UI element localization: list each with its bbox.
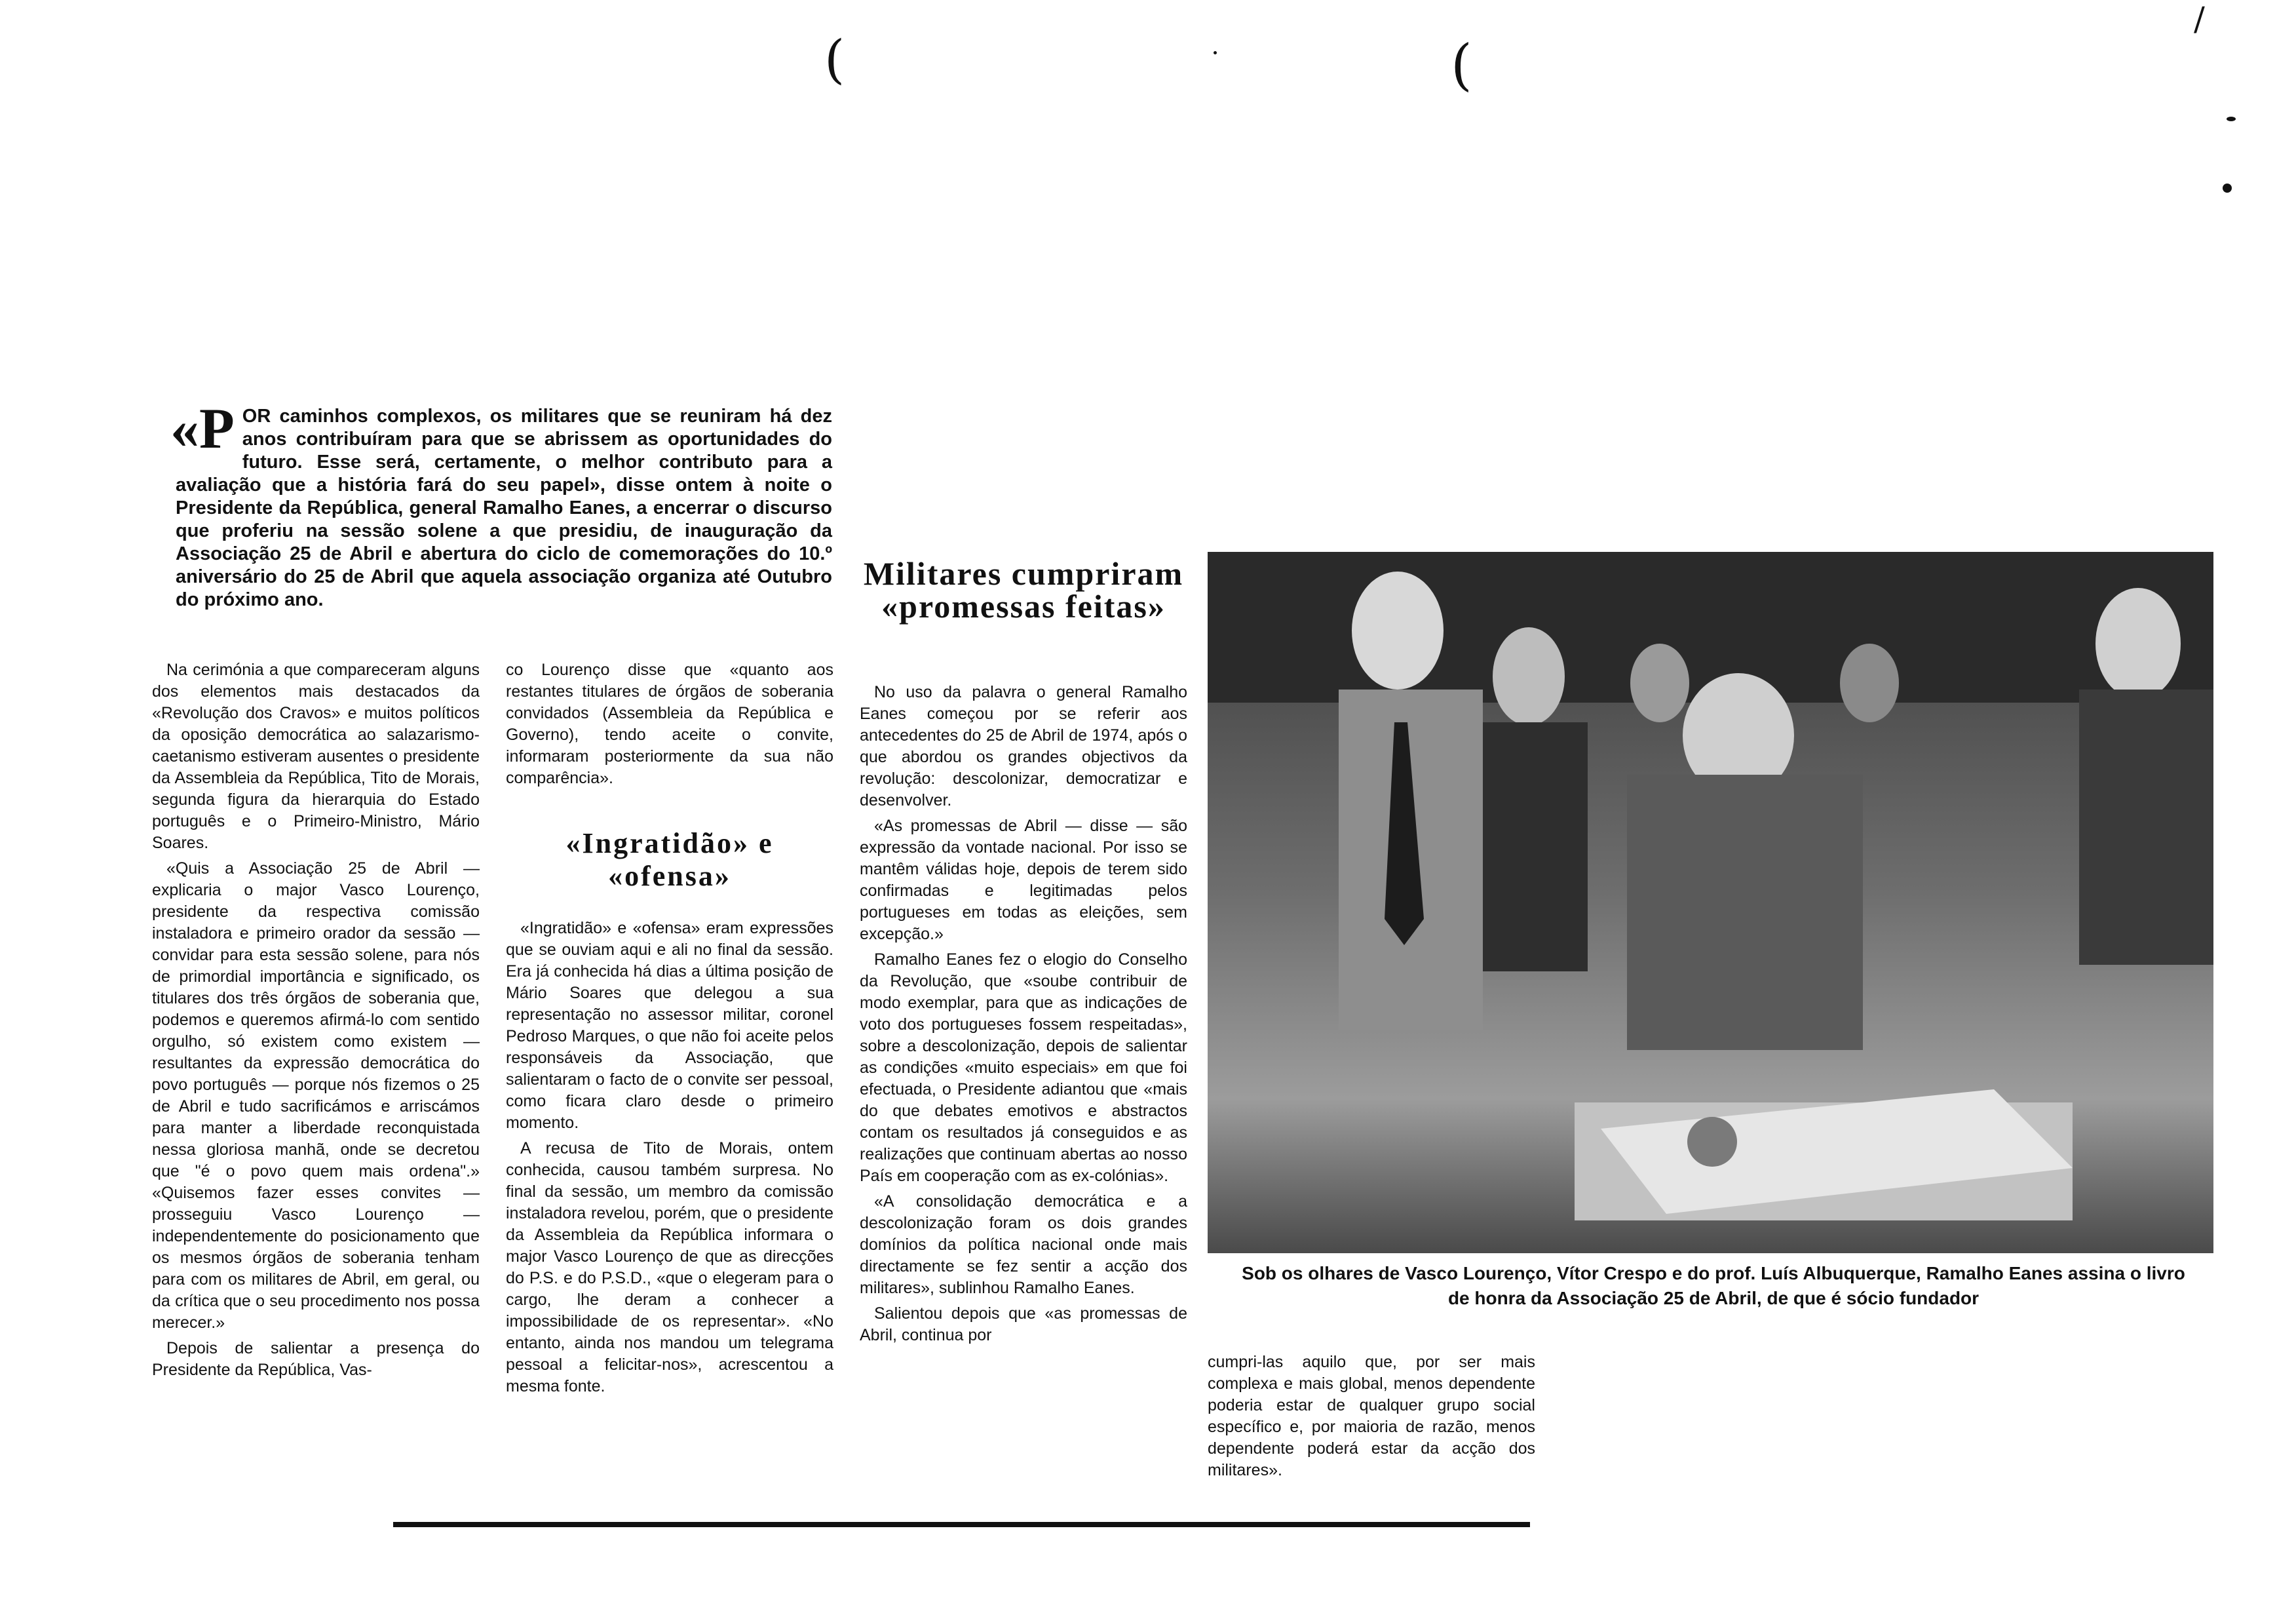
article-column-4: [1208, 1352, 1535, 1485]
article-lead-text: OR caminhos complexos, os militares que se reuniram há dez anos contribuíram para que se abrissem as oportunidades do futuro. Esse será, certamente, o melhor contributo para a avaliação que a história fará do seu papel», disse ontem à noite o Presidente da República, general Ramalho Eanes, a encerrar o discurso que proferiu na sessão solene a que presidiu, de inauguração da Associação 25 de Abril e abertura do ciclo de comemorações do 10.º aniversário do 25 de Abril que aquela associação organiza até Outubro do próximo ano.: [176, 406, 832, 610]
article-paragraph: A recusa de Tito de Morais, ontem conhecida, causou também surpresa. No final da sessão, um membro da comissão instaladora revelou, porém, que o presidente da Assembleia da República informara o major Vasco Lourenço de que as direcções do P.S. e do P.S.D., «que o elegeram para o cargo, lhe deram a conhecer a impossibilidade de os representar». «No entanto, ainda nos mandou um telegrama pessoal a felicitar-nos», acrescentou a mesma fonte.: [506, 1139, 833, 1395]
subheading-ingratidao: «Ingratidão» e «ofensa»: [565, 827, 774, 892]
corner-slash-mark: /: [2194, 0, 2205, 38]
scan-speck: [1214, 51, 1217, 54]
article-paragraph: No uso da palavra o general Ramalho Eanes começou por se referir aos antecedentes do 25 de Abril de 1974, após o que abordou os grandes objectivos da revolução: descolonizar, democratizar e desenvolver.: [860, 683, 1187, 809]
article-lead: [170, 397, 832, 612]
bracket-mark-right: (: [1451, 33, 1472, 97]
article-column-3: [860, 682, 1187, 1350]
article-column-1: [152, 659, 480, 1385]
article-paragraph: cumpri-las aquilo que, por ser mais complexa e mais global, menos dependente poderia estar de qualquer grupo social específico e, por maioria de razão, menos dependente poderá estar da acção dos militares».: [1208, 1353, 1535, 1479]
news-photo-figures: [1208, 552, 2213, 1253]
photo-caption: Sob os olhares de Vasco Lourenço, Vítor Crespo e do prof. Luís Albuquerque, Ramalho Eanes assina o livro de honra da Associação 25 de Abril, de que é sócio fundador: [1242, 1263, 2185, 1308]
article-paragraph: «A consolidação democrática e a descolonização foram os dois grandes domínios da política nacional onde mais directamente se fez sentir a acção dos militares», sublinhou Ramalho Eanes.: [860, 1192, 1187, 1297]
article-headline: Militares cumpriram «promessas feitas»: [863, 555, 1184, 625]
scan-speck: [2227, 117, 2236, 121]
drop-cap: «P: [170, 397, 235, 461]
article-paragraph: «Ingratidão» e «ofensa» eram expressões que se ouviam aqui e ali no final da sessão. Era já conhecida há dias a última posição de Mário Soares que delegou a sua representação no assessor militar, coronel Pedroso Marques, o que não foi aceite pelos responsáveis da Associação, que salientaram o facto de o convite ser pessoal, como ficara claro desde o primeiro momento.: [506, 919, 833, 1132]
scan-speck: [2223, 184, 2232, 193]
bracket-mark-left: (: [824, 29, 845, 90]
article-paragraph: «As promessas de Abril — disse — são expressão da vontade nacional. Por isso se mantêm válidas hoje, depois de terem sido confirmadas e legitimadas pelos portugueses em todas as eleições, sem excepção.»: [860, 817, 1187, 943]
article-paragraph: Depois de salientar a presença do Presidente da República, Vas-: [152, 1339, 480, 1379]
news-photo: [1208, 552, 2213, 1253]
article-paragraph: co Lourenço disse que «quanto aos restantes titulares de órgãos de soberania convidados (Assembleia da República e Governo), tendo aceite o convite, informaram posteriormente da sua não comparência».: [506, 661, 833, 787]
article-paragraph: «Quis a Associação 25 de Abril — explicaria o major Vasco Lourenço, presidente da respectiva comissão instaladora e primeiro orador da sessão — convidar para esta sessão solene, para nós de primordial importância e significado, os titulares dos três órgãos de soberania que, podemos e queremos afirmá-lo com sentido orgulho, só existem como existem — resultantes da expressão democrática do povo português — porque nós fizemos o 25 de Abril e tudo sacrificámos e arriscámos para manter a liberdade reconquistada nessa gloriosa manhã, onde se decretou que "é o povo quem mais ordena".» «Quisemos fazer esses convites — prosseguiu Vasco Lourenço — independentemente do posicionamento que os mesmos órgãos de soberania tenham para com os militares de Abril, em geral, ou da crítica que o seu procedimento nos possa merecer.»: [152, 859, 480, 1332]
article-paragraph: Ramalho Eanes fez o elogio do Conselho da Revolução, que «soube contribuir de modo exemplar, para que as indicações de voto dos portugueses fossem respeitadas», sobre a descolonização, depois de salientar as condições «muito especiais» em que foi efectuada, o Presidente adiantou que «mais do que debates emotivos e abstractos contam os resultados já conseguidos e as realizações que continuam abertas ao nosso País em cooperação com as ex-colónias».: [860, 950, 1187, 1185]
article-column-2-top: [506, 659, 833, 793]
article-paragraph: Na cerimónia a que compareceram alguns dos elementos mais destacados da «Revolução dos Cravos» e muitos políticos da oposição democrática ao salazarismo-caetanismo estiveram ausentes o presidente da Assembleia da República, Tito de Morais, segunda figura da hierarquia do Estado português e o Primeiro-Ministro, Mário Soares.: [152, 661, 480, 852]
bottom-rule: [393, 1522, 1530, 1527]
article-paragraph: Salientou depois que «as promessas de Abril, continua por: [860, 1304, 1187, 1344]
article-column-2-bottom: [506, 918, 833, 1401]
